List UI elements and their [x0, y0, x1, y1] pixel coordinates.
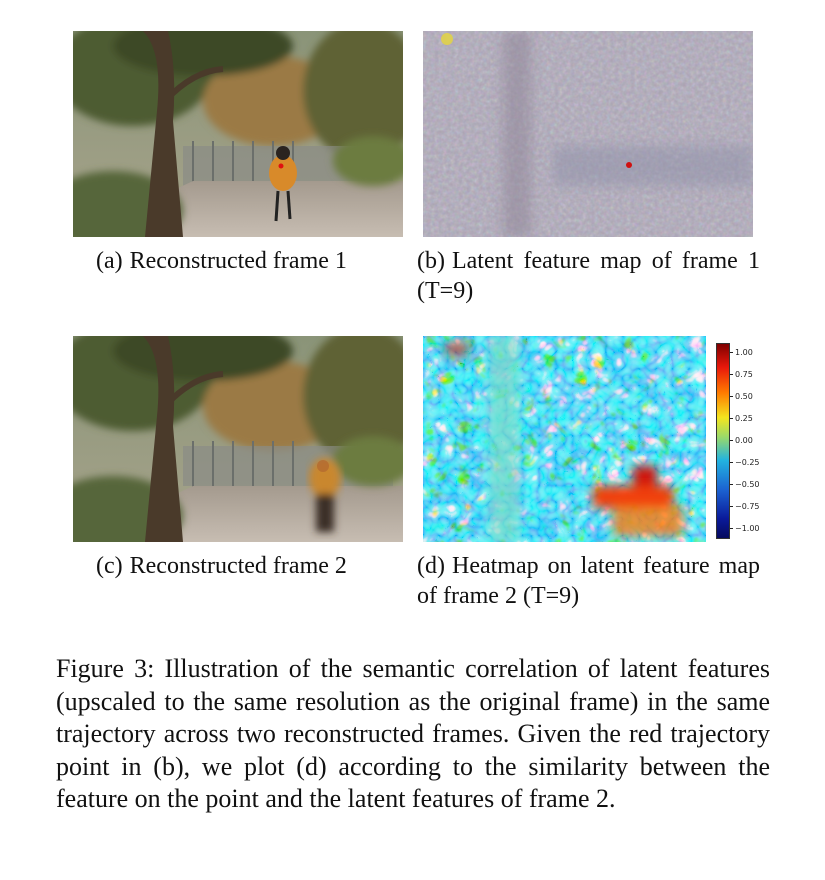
colorbar-tick: 0.00 — [730, 436, 753, 445]
colorbar-gradient — [716, 343, 730, 539]
subcaption-label: Heatmap on latent feature map of frame 2 (T=9) — [417, 553, 760, 609]
subcaption-tag: (c) — [96, 553, 123, 579]
colorbar-tick: −1.00 — [730, 524, 760, 533]
colorbar-tick: −0.75 — [730, 502, 760, 511]
colorbar-tick: 0.25 — [730, 414, 753, 423]
colorbar-tick: 0.75 — [730, 370, 753, 379]
heatmap-frame-2-image — [423, 336, 706, 542]
subcaption-c — [96, 551, 396, 581]
subcaption-tag: (d) — [417, 553, 445, 579]
colorbar-tick: −0.50 — [730, 480, 760, 489]
colorbar-tick: 1.00 — [730, 348, 753, 357]
subcaption-tag: (b) — [417, 248, 445, 274]
reconstructed-frame-1-image — [73, 31, 403, 237]
subcaption-tag: (a) — [96, 248, 123, 274]
reconstructed-frame-2-image — [73, 336, 403, 542]
latent-feature-map-frame-1-image — [423, 31, 753, 237]
subcaption-a — [96, 246, 396, 276]
subcaption-label: Reconstructed frame 2 — [129, 553, 347, 579]
subcaption-label: Reconstructed frame 1 — [129, 248, 347, 274]
subcaption-label: Latent feature map of frame 1 (T=9) — [417, 248, 760, 304]
colorbar — [712, 343, 760, 539]
colorbar-tick: 0.50 — [730, 392, 753, 401]
subcaption-d — [417, 551, 760, 611]
colorbar-tick: −0.25 — [730, 458, 760, 467]
figure-caption: Figure 3: Illustration of the semantic correlation of latent features (upscaled to the same resolution as the original frame) in the same trajectory across two reconstructed frames. Given the red trajectory point in (b), we plot (d) according to the similarity between the feature on the point and the latent features of frame 2. — [56, 654, 770, 814]
subcaption-b — [417, 246, 760, 306]
